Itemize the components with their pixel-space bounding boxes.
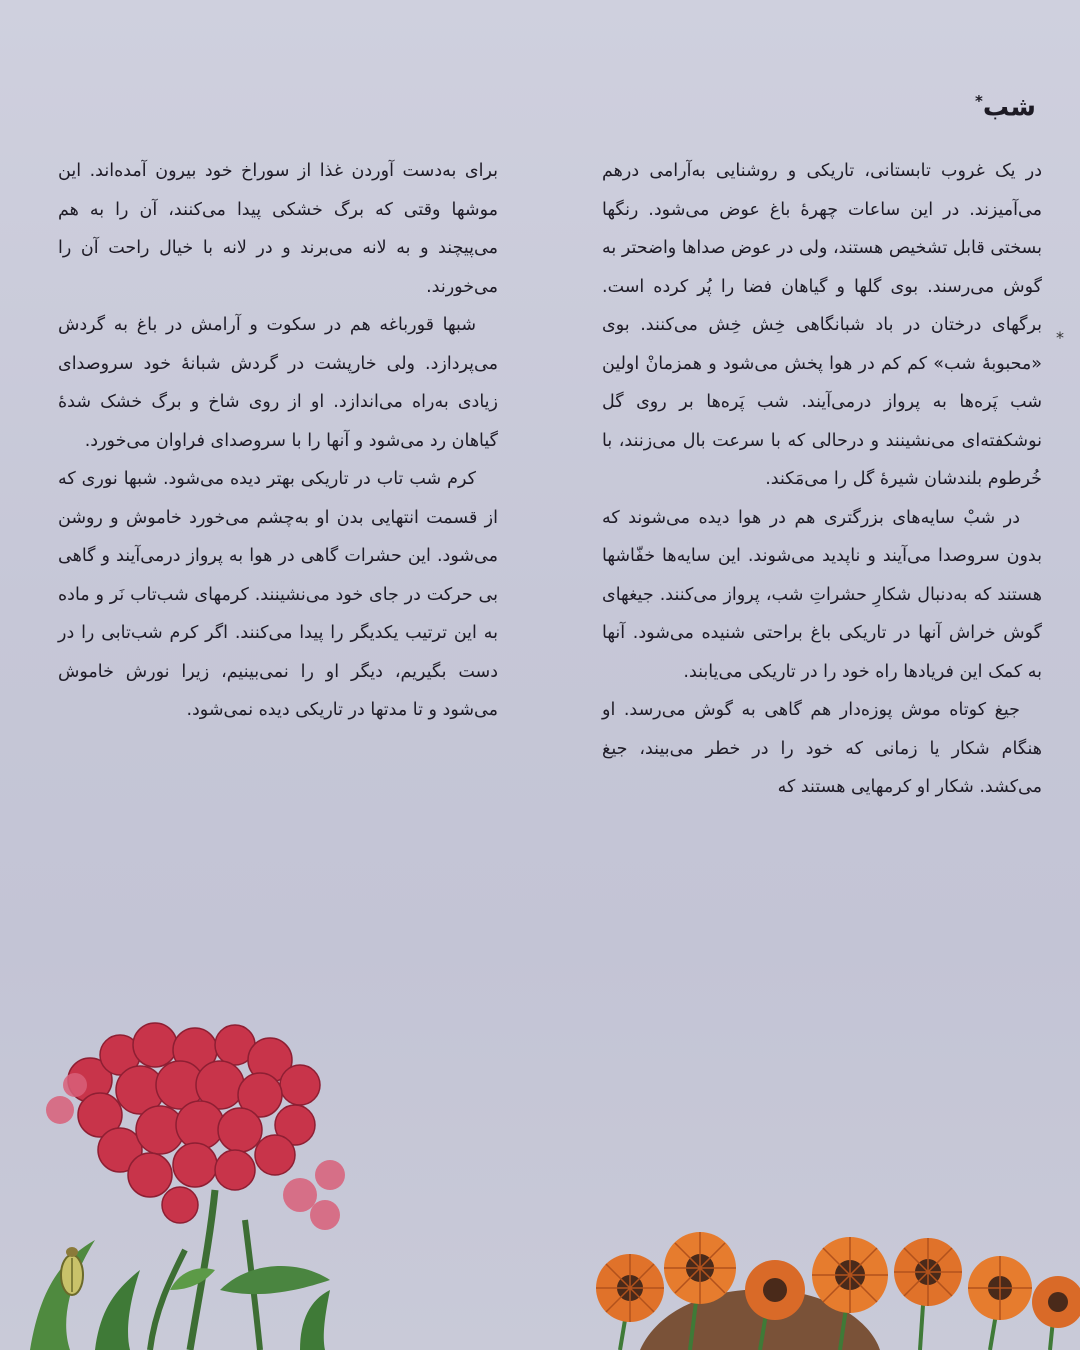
paragraph: کرم شب تاب در تاریکی بهتر دیده می‌شود. شبها نوری که از قسمت انتهایی بدن او به‌چشم می‌خورد خاموش و روشن می‌شود. این حشرات گاهی در هوا به پرواز درمی‌آیند و گاهی بی حرکت در جای خود می‌نشینند. کرمهای شب‌تاب نَر و ماده به این ترتیب یکدیگر را پیدا می‌کنند. اگر کرم شب‌تابی را در دست بگیریم، دیگر او را نمی‌بینیم، زیرا نورش خاموش می‌شود و تا مدتها در تاریکی دیده نمی‌شود. — [58, 469, 498, 720]
geranium-flower — [68, 1023, 320, 1223]
paragraph: در شبْ سایه‌های بزرگتری هم در هوا دیده می‌شوند که بدون سروصدا می‌آیند و ناپدید می‌شوند. این سایه‌ها خفّاشها هستند که به‌دنبال شکارِ حشراتِ شب، پرواز می‌کنند. جیغهای گوش خراش آنها در تاریکی باغ براحتی شنیده می‌شود. آنها به کمک این فریادها راه خود را در تاریکی می‌یابند. — [602, 507, 1042, 682]
paragraph: برای به‌دست آوردن غذا از سوراخ خود بیرون آمده‌اند. این موشها وقتی که برگ خشکی پیدا می‌کنند، آن را به هم می‌پیچند و به لانه می‌برند و در لانه با خیال راحت آن را می‌خورند. — [58, 161, 498, 297]
left-text-column — [58, 152, 498, 730]
flower-illustration — [0, 990, 1080, 1350]
margin-footnote-marker: * — [1056, 328, 1064, 347]
paragraph: شبها قورباغه هم در سکوت و آرامش در باغ به گردش می‌پردازد. ولی خارپشت در گردش شبانهٔ خود سروصدای زیادی به‌راه می‌اندازد. او از روی شاخ و برگ خشک شدهٔ گیاهان رد می‌شود و آنها را با سروصدای فراوان می‌خورد. — [58, 315, 498, 451]
title-text: شب — [982, 92, 1036, 123]
title-footnote-mark: * — [975, 92, 983, 110]
right-text-column — [602, 152, 1042, 807]
paragraph: در یک غروب تابستانی، تاریکی و روشنایی به‌آرامی درهم می‌آمیزند. در این ساعات چهرهٔ باغ عوض می‌شود. رنگها بسختی قابل تشخیص هستند، ولی در عوض صداها واضحتر به گوش می‌رسند. بوی گلها و گیاهان فضا را پُر کرده است. برگهای درختان در باد شبانگاهی خِش خِش می‌کنند. بوی «محبوبهٔ شب» کم کم در هوا پخش می‌شود و همزمانْ اولین شب پَره‌ها به پرواز درمی‌آیند. شب پَره‌ها بر روی گل نوشکفته‌ای می‌نشینند و درحالی که با سرعت بال می‌زنند، با خُرطوم بلندشان شیرهٔ گل را می‌مَکند. — [602, 161, 1042, 489]
paragraph: جیغ کوتاه موش پوزه‌دار هم گاهی به گوش می‌رسد. او هنگام شکار یا زمانی که خود را در خطر می‌بیند، جیغ می‌کشد. شکار او کرمهایی هستند که — [602, 700, 1042, 797]
page-title — [975, 92, 1036, 123]
